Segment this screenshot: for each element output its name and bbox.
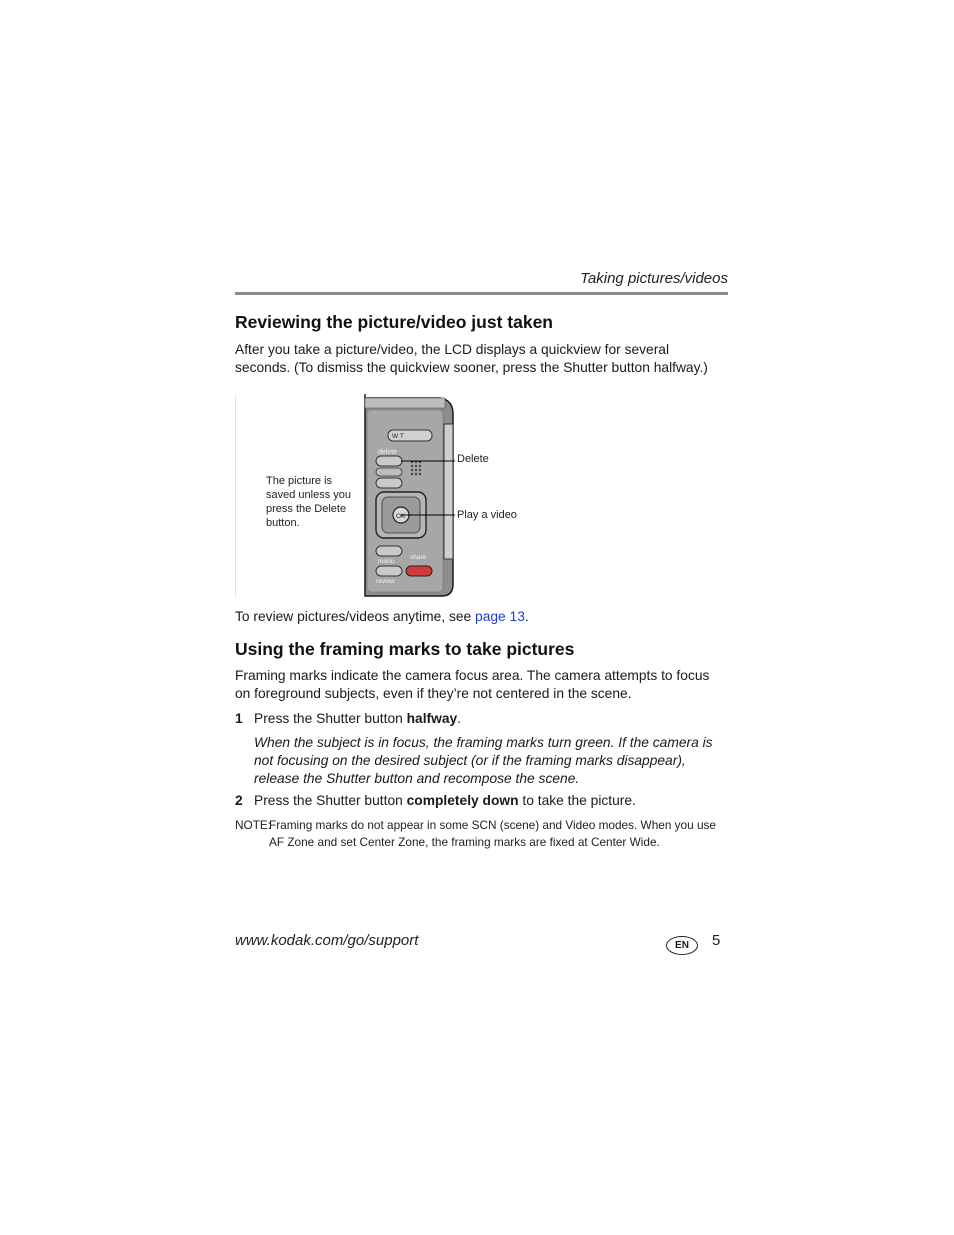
note-label: NOTE:	[235, 818, 272, 832]
language-badge: EN	[666, 936, 698, 955]
camera-ok-label: OK	[396, 513, 406, 520]
camera-share-label: share	[410, 554, 427, 561]
section-body-reviewing: After you take a picture/video, the LCD displays a quickview for several seconds. (To dismiss the quickview sooner, press the Shutter button halfway.)	[235, 342, 708, 375]
camera-share-button	[406, 566, 432, 576]
camera-review-label: review	[376, 578, 395, 585]
step-2: 2 Press the Shutter button completely down to take the picture.	[235, 793, 636, 808]
footer-url: www.kodak.com/go/support	[235, 932, 419, 949]
callout-delete: Delete	[457, 453, 489, 465]
figure-left-border	[235, 396, 236, 596]
step-1-detail: When the subject is in focus, the framing marks turn green. If the camera is not focusing on the desired subject (or if the framing marks disappear), release the Shutter button and recompose the scene.	[254, 735, 713, 786]
page-13-link[interactable]: page 13	[475, 609, 525, 624]
section-heading-framing: Using the framing marks to take pictures	[235, 639, 575, 659]
note-text: Framing marks do not appear in some SCN (scene) and Video modes. When you use AF Zone and set Center Zone, the framing marks are fixed at Center Wide.	[269, 818, 716, 849]
page-number: 5	[712, 932, 721, 949]
camera-delete-label: delete	[378, 449, 398, 456]
camera-delete-button	[376, 456, 402, 466]
running-header: Taking pictures/videos	[580, 270, 728, 287]
camera-menu-label: menu	[378, 558, 395, 565]
step-1-number: 1	[235, 711, 243, 726]
camera-back-illustration	[360, 394, 530, 598]
header-rule	[235, 292, 728, 295]
section-heading-reviewing: Reviewing the picture/video just taken	[235, 312, 553, 332]
step-1: 1 Press the Shutter button halfway.	[235, 711, 462, 726]
callout-play-video: Play a video	[457, 509, 517, 521]
step-2-number: 2	[235, 793, 243, 808]
section-body-framing: Framing marks indicate the camera focus area. The camera attempts to focus on foreground subjects, even if they’re not centered in the scene.	[235, 668, 710, 701]
figure-caption: The picture is saved unless you press the Delete button.	[266, 475, 351, 529]
zoom-label: W T	[392, 433, 404, 440]
review-anytime-text: To review pictures/videos anytime, see page 13.	[235, 609, 529, 624]
